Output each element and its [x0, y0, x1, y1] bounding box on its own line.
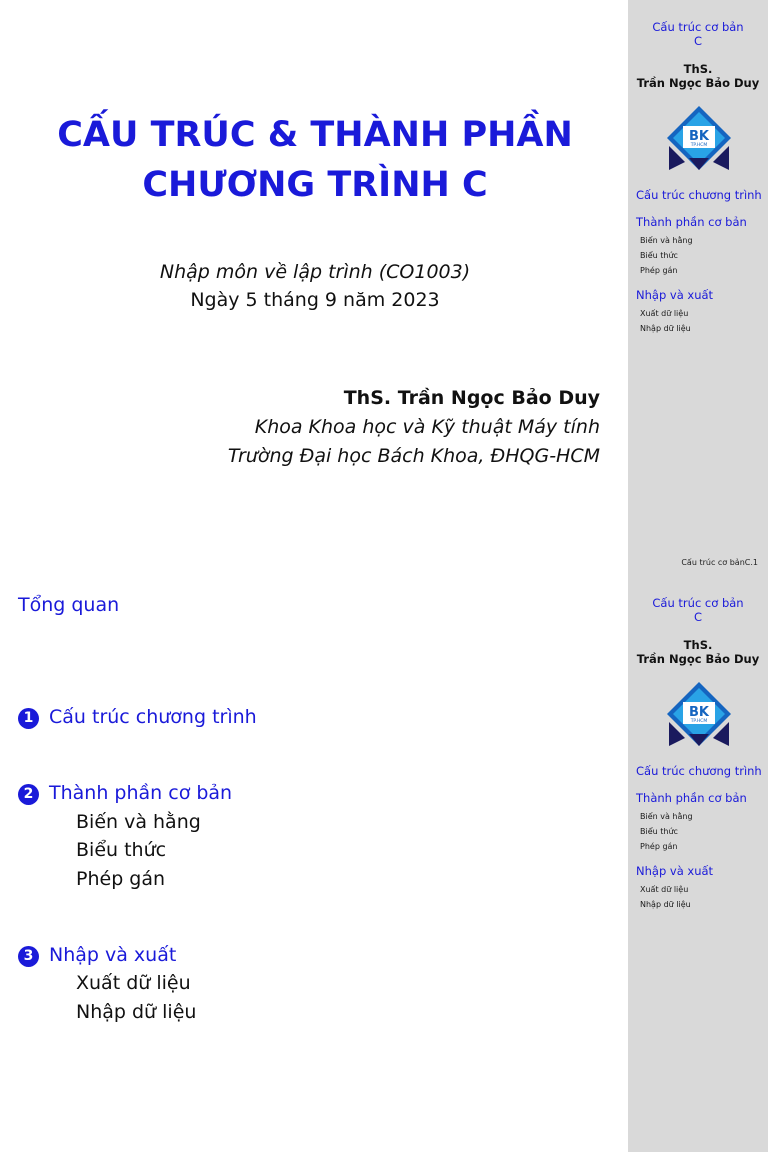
- sidebar: [628, 0, 768, 576]
- sidebar-author-line-1: ThS.: [683, 62, 713, 76]
- nav-item-assignment[interactable]: Phép gán: [640, 266, 678, 275]
- title-line-2: CHƯƠNG TRÌNH C: [142, 165, 488, 205]
- slide-main: [0, 576, 628, 1152]
- toc-section-1[interactable]: [18, 706, 257, 729]
- sidebar-author: [628, 638, 768, 666]
- toc-item-variables[interactable]: Biến và hằng: [76, 811, 201, 833]
- nav-section-structure[interactable]: Cấu trúc chương trình: [636, 188, 762, 202]
- toc-section-label: Thành phần cơ bản: [49, 782, 233, 804]
- overview-slide: [0, 576, 768, 1152]
- nav-item-output[interactable]: Xuất dữ liệu: [640, 885, 689, 894]
- toc-section-2[interactable]: [18, 782, 232, 805]
- sidebar-course-title[interactable]: [628, 596, 768, 624]
- logo-text: BK: [689, 705, 709, 720]
- sidebar-author-line-1: ThS.: [683, 638, 713, 652]
- toc-item-expressions[interactable]: Biểu thức: [76, 839, 167, 861]
- slide-main: [0, 0, 628, 576]
- nav-section-io[interactable]: Nhập và xuất: [636, 288, 714, 302]
- nav-item-input[interactable]: Nhập dữ liệu: [640, 324, 691, 333]
- toc-number-2: 2: [18, 784, 39, 805]
- nav-item-assignment[interactable]: Phép gán: [640, 842, 678, 851]
- nav-section-io[interactable]: Nhập và xuất: [636, 864, 714, 878]
- faculty: Khoa Khoa học và Kỹ thuật Máy tính: [254, 416, 600, 438]
- page-number: Cấu trúc cơ bảnC.1: [681, 558, 758, 567]
- nav-item-variables[interactable]: Biến và hằng: [640, 812, 693, 821]
- nav-item-expressions[interactable]: Biểu thức: [640, 827, 678, 836]
- sidebar-course-line-1: Cấu trúc cơ bản: [652, 20, 744, 34]
- logo-subtext: TP.HCM: [690, 143, 708, 148]
- toc-item-output[interactable]: Xuất dữ liệu: [76, 972, 191, 994]
- nav-item-output[interactable]: Xuất dữ liệu: [640, 309, 689, 318]
- lecture-date: Ngày 5 tháng 9 năm 2023: [190, 289, 440, 311]
- toc-section-3[interactable]: [18, 944, 176, 967]
- title-line-1: CẤU TRÚC & THÀNH PHẦN: [57, 115, 573, 155]
- toc-item-input[interactable]: Nhập dữ liệu: [76, 1001, 197, 1023]
- sidebar-author-line-2: Trần Ngọc Bảo Duy: [636, 76, 760, 90]
- sidebar-course-line-1: Cấu trúc cơ bản: [652, 596, 744, 610]
- sidebar: [628, 576, 768, 1152]
- overview-heading: Tổng quan: [18, 594, 120, 616]
- nav-item-variables[interactable]: Biến và hằng: [640, 236, 693, 245]
- university: Trường Đại học Bách Khoa, ĐHQG-HCM: [227, 445, 600, 467]
- logo-subtext: TP.HCM: [690, 719, 708, 724]
- sidebar-author: [628, 62, 768, 90]
- nav-section-structure[interactable]: Cấu trúc chương trình: [636, 764, 762, 778]
- author-block: [228, 383, 600, 471]
- sidebar-course-title[interactable]: [628, 20, 768, 48]
- course-name: Nhập môn về lập trình (CO1003): [159, 261, 471, 283]
- sidebar-course-line-2: C: [693, 610, 703, 624]
- toc-number-3: 3: [18, 946, 39, 967]
- nav-item-expressions[interactable]: Biểu thức: [640, 251, 678, 260]
- nav-section-components[interactable]: Thành phần cơ bản: [636, 215, 747, 229]
- author-name: ThS. Trần Ngọc Bảo Duy: [343, 387, 600, 409]
- logo-text: BK: [689, 129, 709, 144]
- nav-section-components[interactable]: Thành phần cơ bản: [636, 791, 747, 805]
- slide-title: [20, 110, 610, 210]
- toc-item-assignment[interactable]: Phép gán: [76, 868, 166, 890]
- bk-tphcm-logo-icon: [667, 106, 731, 170]
- toc-number-1: 1: [18, 708, 39, 729]
- toc-section-label: Cấu trúc chương trình: [49, 706, 257, 728]
- course-info: [20, 258, 610, 314]
- sidebar-course-line-2: C: [693, 34, 703, 48]
- bk-tphcm-logo-icon: [667, 682, 731, 746]
- toc-section-label: Nhập và xuất: [49, 944, 177, 966]
- sidebar-author-line-2: Trần Ngọc Bảo Duy: [636, 652, 760, 666]
- nav-item-input[interactable]: Nhập dữ liệu: [640, 900, 691, 909]
